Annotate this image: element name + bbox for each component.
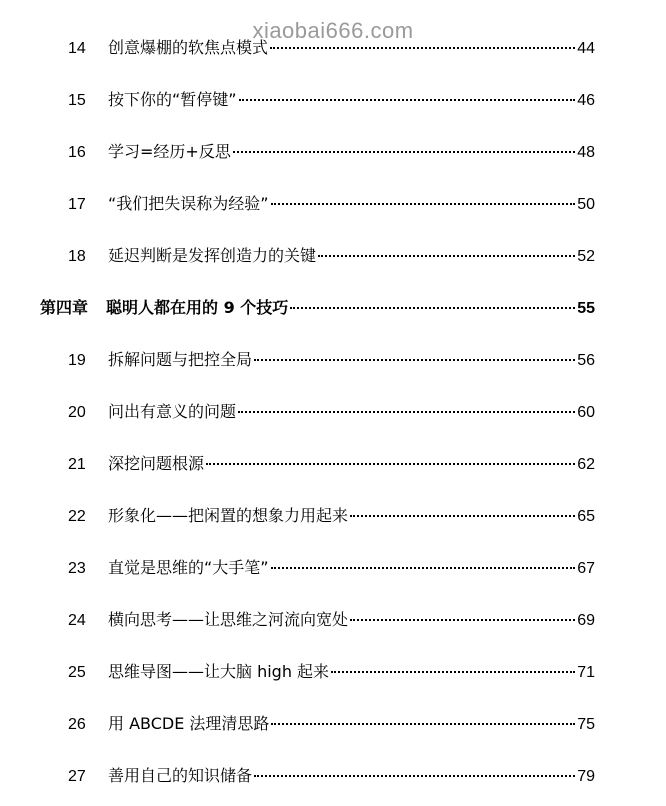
toc-entry-23[interactable] — [68, 556, 595, 580]
entry-page-number: 50 — [577, 196, 595, 213]
entry-page-number: 56 — [577, 352, 595, 369]
entry-title: 拆解问题与把控全局 — [108, 350, 253, 369]
toc-entry-16[interactable] — [68, 140, 595, 164]
dot-leader — [350, 619, 575, 621]
entry-title: 横向思考——让思维之河流向宽处 — [108, 610, 349, 629]
toc-entry-26[interactable] — [68, 712, 595, 736]
entry-title: 用 ABCDE 法理清思路 — [108, 714, 270, 733]
dot-leader — [331, 671, 575, 673]
entry-title: 按下你的“暂停键” — [108, 90, 237, 109]
entry-number: 17 — [68, 196, 86, 213]
dot-leader — [233, 151, 575, 153]
entry-page-number: 67 — [577, 560, 595, 577]
entry-page-number: 65 — [577, 508, 595, 525]
toc-entry-19[interactable] — [68, 348, 595, 372]
entry-number: 23 — [68, 560, 86, 577]
entry-number: 14 — [68, 40, 86, 57]
entry-title: 创意爆棚的软焦点模式 — [108, 38, 269, 57]
entry-title: “我们把失误称为经验” — [108, 194, 269, 213]
entry-number: 22 — [68, 508, 86, 525]
dot-leader — [254, 359, 575, 361]
toc-entry-20[interactable] — [68, 400, 595, 424]
entry-number: 16 — [68, 144, 86, 161]
dot-leader — [271, 567, 576, 569]
toc-entry-21[interactable] — [68, 452, 595, 476]
entry-number: 20 — [68, 404, 86, 421]
entry-title: 延迟判断是发挥创造力的关键 — [108, 246, 317, 265]
toc-entry-17[interactable] — [68, 192, 595, 216]
toc-entry-22[interactable] — [68, 504, 595, 528]
entry-title: 学习=经历+反思 — [108, 142, 231, 161]
entry-page-number: 48 — [577, 144, 595, 161]
entry-title: 问出有意义的问题 — [108, 402, 237, 421]
entry-title: 形象化——把闲置的想象力用起来 — [108, 506, 349, 525]
toc-entry-27[interactable] — [68, 764, 595, 788]
dot-leader — [254, 775, 575, 777]
dot-leader — [239, 99, 576, 101]
chapter-title: 聪明人都在用的 9 个技巧 — [106, 298, 289, 317]
toc-entry-24[interactable] — [68, 608, 595, 632]
toc-entry-25[interactable] — [68, 660, 595, 684]
entry-number: 25 — [68, 664, 86, 681]
entry-number: 27 — [68, 768, 86, 785]
dot-leader — [271, 203, 576, 205]
entry-title: 深挖问题根源 — [108, 454, 205, 473]
chapter-label: 第四章 — [40, 298, 89, 317]
entry-number: 26 — [68, 716, 86, 733]
entry-page-number: 44 — [577, 40, 595, 57]
dot-leader — [271, 723, 575, 725]
chapter-page-number: 55 — [577, 300, 595, 317]
entry-number: 19 — [68, 352, 86, 369]
dot-leader — [350, 515, 575, 517]
watermark: xiaobai666.com — [252, 18, 414, 43]
dot-leader — [206, 463, 575, 465]
entry-number: 21 — [68, 456, 86, 473]
entry-page-number: 79 — [577, 768, 595, 785]
toc-chapter-4[interactable] — [40, 296, 595, 320]
entry-page-number: 71 — [577, 664, 595, 681]
entry-page-number: 60 — [577, 404, 595, 421]
entry-title: 善用自己的知识储备 — [108, 766, 253, 785]
dot-leader — [238, 411, 575, 413]
entry-page-number: 69 — [577, 612, 595, 629]
dot-leader — [290, 307, 575, 309]
toc-entry-18[interactable] — [68, 244, 595, 268]
entry-page-number: 75 — [577, 716, 595, 733]
dot-leader — [318, 255, 575, 257]
toc-entry-15[interactable] — [68, 88, 595, 112]
entry-title: 直觉是思维的“大手笔” — [108, 558, 269, 577]
entry-number: 24 — [68, 612, 86, 629]
entry-page-number: 46 — [577, 92, 595, 109]
entry-number: 15 — [68, 92, 86, 109]
entry-page-number: 52 — [577, 248, 595, 265]
entry-number: 18 — [68, 248, 86, 265]
entry-title: 思维导图——让大脑 high 起来 — [108, 662, 330, 681]
entry-page-number: 62 — [577, 456, 595, 473]
dot-leader — [270, 47, 575, 49]
